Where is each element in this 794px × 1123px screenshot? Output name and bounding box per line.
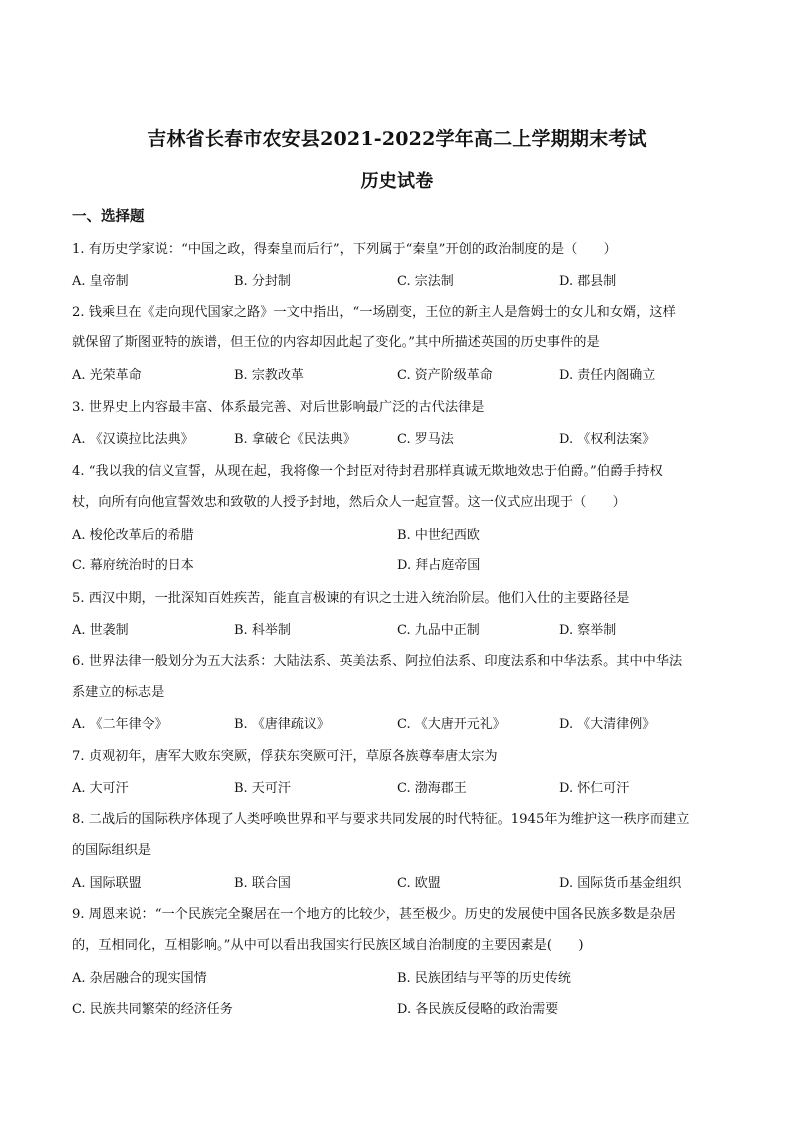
question-8-stem-line-2: 的国际组织是 bbox=[72, 843, 152, 858]
question-8-option-b: B. 联合国 bbox=[234, 876, 291, 891]
question-6-stem-line-2: 系建立的标志是 bbox=[72, 685, 165, 700]
question-3-option-c: C. 罗马法 bbox=[397, 432, 454, 447]
question-2-stem-line-2: 就保留了斯图亚特的族谱，但王位的内容却因此起了变化。”其中所描述英国的历史事件的是 bbox=[72, 335, 600, 350]
question-7-stem: 7. 贞观初年，唐军大败东突厥，俘获东突厥可汗，草原各族尊奉唐太宗为 bbox=[72, 749, 498, 764]
question-4-option-b: B. 中世纪西欧 bbox=[397, 528, 480, 543]
question-8-stem-line-1: 8. 二战后的国际秩序体现了人类呼唤世界和平与要求共同发展的时代特征。1945年为维护这一秩序而建立 bbox=[72, 812, 690, 827]
question-8-option-a: A. 国际联盟 bbox=[72, 876, 142, 891]
question-5-option-b: B. 科举制 bbox=[234, 623, 291, 638]
question-6-stem-line-1: 6. 世界法律一般划分为五大法系：大陆法系、英美法系、阿拉伯法系、印度法系和中华法系。其中中华法 bbox=[72, 654, 683, 669]
question-9-option-c: C. 民族共同繁荣的经济任务 bbox=[72, 1002, 233, 1017]
question-9-stem-line-1: 9. 周恩来说：“一个民族完全聚居在一个地方的比较少，甚至极少。历史的发展使中国各民族多数是杂居 bbox=[72, 907, 676, 922]
question-4-option-a: A. 梭伦改革后的希腊 bbox=[72, 528, 194, 543]
question-1-option-d: D. 郡县制 bbox=[559, 274, 617, 289]
question-4-stem-line-2: 杖，向所有向他宣誓效忠和致敬的人授予封地，然后众人一起宣誓。这一仪式应出现于（ ） bbox=[72, 495, 626, 510]
question-3-option-a: A. 《汉谟拉比法典》 bbox=[72, 432, 194, 447]
question-1-option-a: A. 皇帝制 bbox=[72, 274, 129, 289]
question-7-option-d: D. 怀仁可汗 bbox=[559, 781, 630, 796]
question-3-option-b: B. 拿破仑《民法典》 bbox=[234, 432, 356, 447]
question-9-option-a: A. 杂居融合的现实国情 bbox=[72, 971, 207, 986]
exam-title: 吉林省长春市农安县2021-2022学年高二上学期期末考试 bbox=[147, 128, 647, 150]
question-2-option-b: B. 宗教改革 bbox=[234, 368, 304, 383]
question-2-option-c: C. 资产阶级革命 bbox=[397, 368, 493, 383]
question-1-option-c: C. 宗法制 bbox=[397, 274, 454, 289]
question-3-option-d: D. 《权利法案》 bbox=[559, 432, 656, 447]
question-5-option-a: A. 世袭制 bbox=[72, 623, 129, 638]
question-5-option-c: C. 九品中正制 bbox=[397, 623, 480, 638]
question-9-option-b: B. 民族团结与平等的历史传统 bbox=[397, 971, 571, 986]
question-2-option-a: A. 光荣革命 bbox=[72, 368, 142, 383]
section-heading: 一、选择题 bbox=[72, 209, 145, 225]
question-1-stem: 1. 有历史学家说：“中国之政，得秦皇而后行”，下列属于“秦皇”开创的政治制度的是（ ） bbox=[72, 242, 617, 257]
question-6-option-a: A. 《二年律令》 bbox=[72, 717, 168, 732]
question-7-option-b: B. 天可汗 bbox=[234, 781, 291, 796]
question-6-option-d: D. 《大清律例》 bbox=[559, 717, 656, 732]
question-8-option-d: D. 国际货币基金组织 bbox=[559, 876, 682, 891]
question-6-option-c: C. 《大唐开元礼》 bbox=[397, 717, 506, 732]
question-4-option-c: C. 幕府统治时的日本 bbox=[72, 558, 194, 573]
question-9-option-d: D. 各民族反侵略的政治需要 bbox=[397, 1002, 559, 1017]
question-4-stem-line-1: 4. “我以我的信义宣誓，从现在起，我将像一个封臣对待封君那样真诚无欺地效忠于伯爵。”伯爵手持权 bbox=[72, 464, 663, 479]
question-5-stem: 5. 西汉中期，一批深知百姓疾苦，能直言极谏的有识之士进入统治阶层。他们入仕的主要路径是 bbox=[72, 591, 630, 606]
question-3-stem: 3. 世界史上内容最丰富、体系最完善、对后世影响最广泛的古代法律是 bbox=[72, 400, 485, 415]
question-8-option-c: C. 欧盟 bbox=[397, 876, 441, 891]
question-7-option-a: A. 大可汗 bbox=[72, 781, 129, 796]
question-6-option-b: B. 《唐律疏议》 bbox=[234, 717, 330, 732]
question-9-stem-line-2: 的，互相同化，互相影响。”从中可以看出我国实行民族区域自治制度的主要因素是( ) bbox=[72, 938, 584, 953]
exam-subtitle: 历史试卷 bbox=[360, 171, 434, 192]
question-1-option-b: B. 分封制 bbox=[234, 274, 291, 289]
question-4-option-d: D. 拜占庭帝国 bbox=[397, 558, 481, 573]
question-2-stem-line-1: 2. 钱乘旦在《走向现代国家之路》一文中指出，“一场剧变，王位的新主人是詹姆士的女儿和女婿，这样 bbox=[72, 305, 676, 320]
question-5-option-d: D. 察举制 bbox=[559, 623, 617, 638]
question-7-option-c: C. 渤海郡王 bbox=[397, 781, 467, 796]
question-2-option-d: D. 责任内阁确立 bbox=[559, 368, 656, 383]
